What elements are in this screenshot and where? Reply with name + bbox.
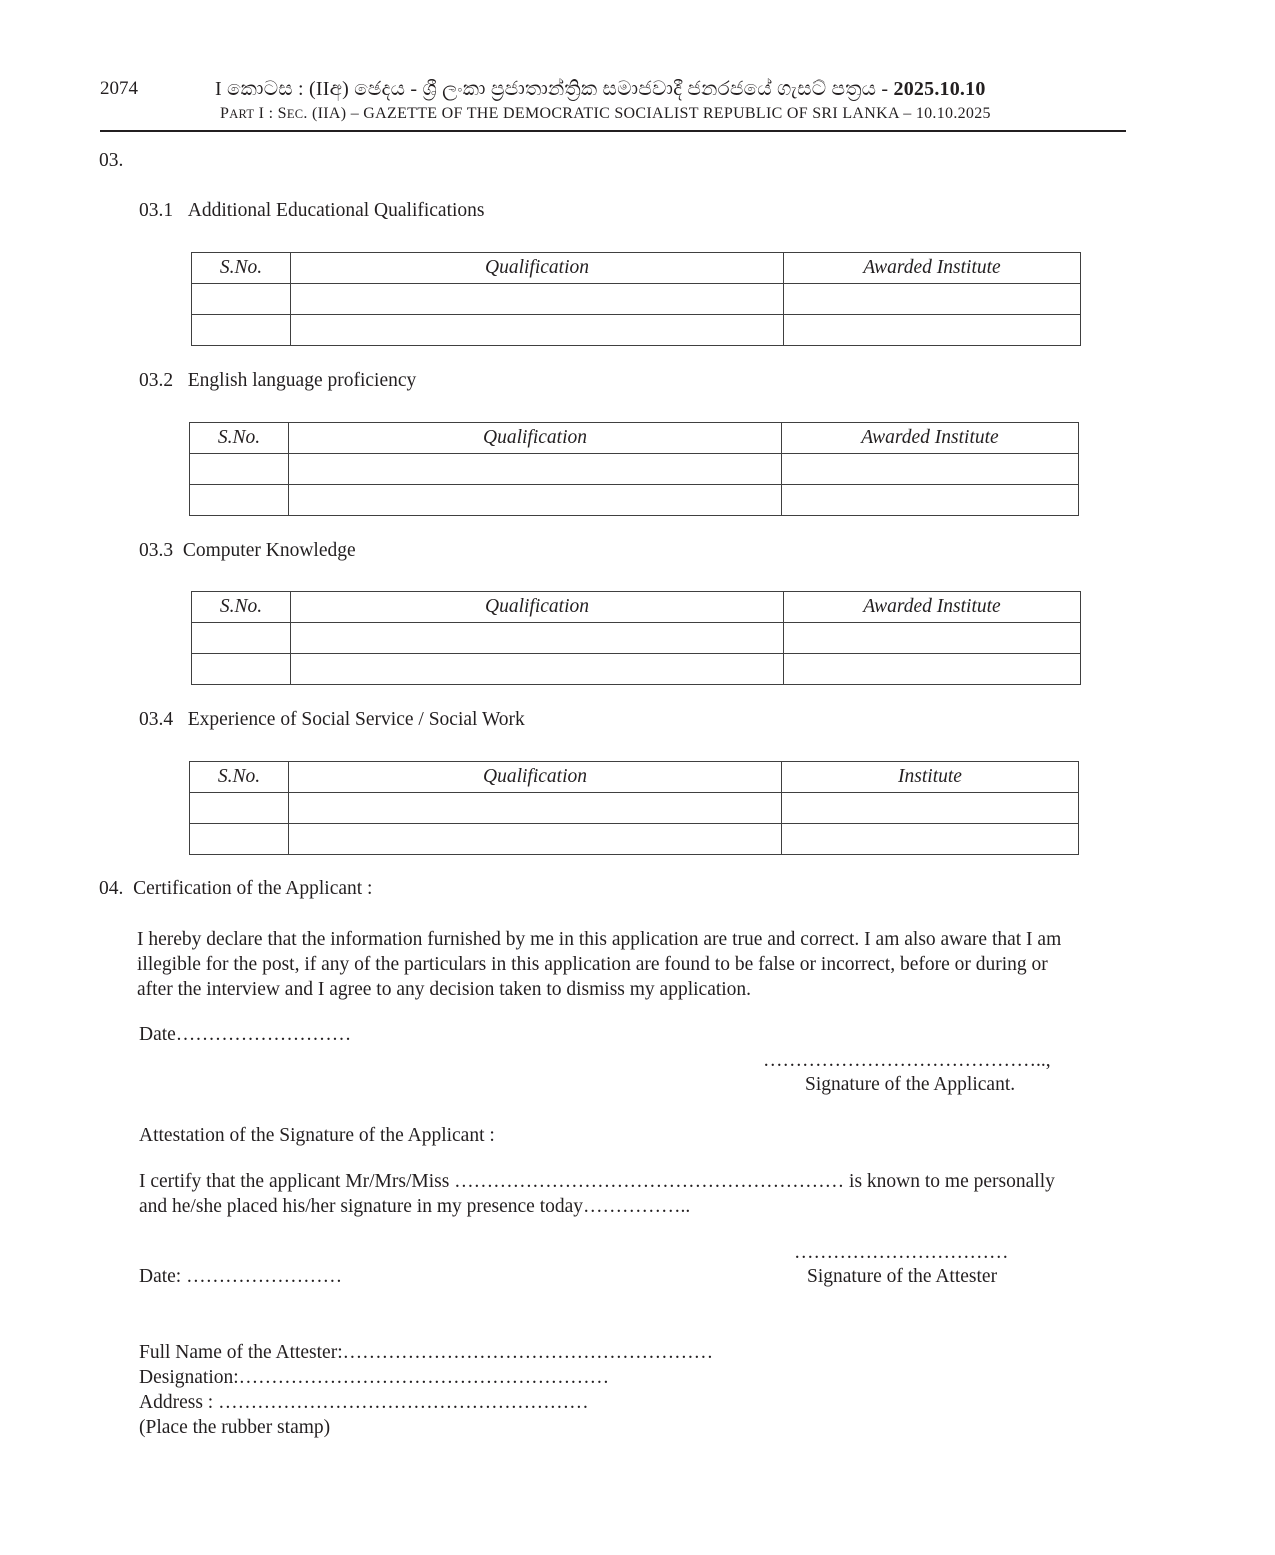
subsection-number: 03.1 [139, 200, 174, 221]
section-04-heading [99, 878, 372, 900]
cell-qualification[interactable] [289, 793, 782, 824]
part-label-initial: P [220, 105, 230, 122]
certify-line-2[interactable]: and he/she placed his/her signature in my presence today…………….. [139, 1196, 691, 1217]
sec-label-rest: EC [286, 107, 304, 121]
cell-sno[interactable] [192, 623, 291, 654]
attester-signature-line[interactable]: …………………………… [794, 1242, 1009, 1263]
declaration-line-2: illegible for the post, if any of the particulars in this application are found to be false or incorrect, before or during or [137, 954, 1048, 975]
gazette-title-english [220, 105, 991, 123]
column-header-qualification: Qualification [289, 423, 782, 454]
cell-institute[interactable] [784, 654, 1081, 685]
column-header-sno: S.No. [190, 762, 289, 793]
attestation-title: Attestation of the Signature of the Applicant : [139, 1125, 495, 1146]
subsection-03-4-heading [139, 709, 525, 731]
column-header-institute: Awarded Institute [784, 592, 1081, 623]
part-label-rest: ART [229, 107, 255, 121]
subsection-number: 03.4 [139, 709, 174, 730]
table-row [190, 793, 1079, 824]
rubber-stamp-note: (Place the rubber stamp) [139, 1417, 331, 1438]
cell-qualification[interactable] [289, 485, 782, 516]
table-row [190, 485, 1079, 516]
subsection-title: Computer Knowledge [182, 540, 356, 561]
english-proficiency-table [189, 422, 1079, 516]
section-number: 04. [99, 878, 124, 899]
table-row [190, 824, 1079, 855]
cell-sno[interactable] [190, 824, 289, 855]
subsection-title: Experience of Social Service / Social Work [187, 709, 525, 730]
subsection-03-2-heading [139, 370, 416, 392]
column-header-sno: S.No. [192, 592, 291, 623]
attester-signature-label: Signature of the Attester [807, 1266, 998, 1287]
cell-institute[interactable] [782, 824, 1079, 855]
applicant-date-field[interactable]: Date……………………… [139, 1024, 352, 1045]
attester-address-field[interactable]: Address : ………………………………………………… [139, 1392, 589, 1413]
additional-qualifications-table [191, 252, 1081, 346]
cell-sno[interactable] [190, 485, 289, 516]
cell-institute[interactable] [784, 623, 1081, 654]
table-row [190, 454, 1079, 485]
declaration-line-1: I hereby declare that the information furnished by me in this application are true and correct. I am also aware that I am [137, 929, 1062, 950]
table-row [192, 654, 1081, 685]
declaration-line-3: after the interview and I agree to any decision taken to dismiss my application. [137, 979, 752, 1000]
column-header-institute: Awarded Institute [784, 253, 1081, 284]
attester-date-field[interactable]: Date: …………………… [139, 1266, 343, 1287]
section-03-number: 03. [99, 150, 124, 171]
cell-institute[interactable] [782, 793, 1079, 824]
subsection-title: English language proficiency [187, 370, 417, 391]
column-header-institute: Institute [782, 762, 1079, 793]
table-header-row [190, 423, 1079, 454]
attester-designation-field[interactable]: Designation:………………………………………………… [139, 1367, 610, 1388]
applicant-signature-line[interactable]: …………………………………….., [763, 1050, 1051, 1071]
sinhala-title-date: 2025.10.10 [893, 78, 986, 100]
subsection-03-3-heading [139, 540, 356, 562]
cell-sno[interactable] [190, 454, 289, 485]
page-number: 2074 [100, 78, 138, 99]
cell-institute[interactable] [782, 485, 1079, 516]
part-number: I : [254, 105, 278, 122]
column-header-qualification: Qualification [289, 762, 782, 793]
table-header-row [192, 592, 1081, 623]
subsection-03-1-heading [139, 200, 485, 222]
cell-qualification[interactable] [289, 454, 782, 485]
column-header-sno: S.No. [190, 423, 289, 454]
subsection-number: 03.2 [139, 370, 174, 391]
cell-qualification[interactable] [289, 824, 782, 855]
section-title: Certification of the Applicant : [133, 878, 373, 899]
table-header-row [192, 253, 1081, 284]
header-divider [100, 130, 1126, 132]
subsection-number: 03.3 [139, 540, 174, 561]
subsection-title: Additional Educational Qualifications [187, 200, 485, 221]
table-row [192, 284, 1081, 315]
attester-full-name-field[interactable]: Full Name of the Attester:………………………………………………… [139, 1342, 714, 1363]
cell-qualification[interactable] [291, 623, 784, 654]
computer-knowledge-table [191, 591, 1081, 685]
sec-label-initial: S [277, 105, 287, 122]
applicant-signature-label: Signature of the Applicant. [805, 1074, 1016, 1095]
sinhala-title-text: I කොටස : (IIඅ) ඡෙදය - ශ්‍රී ලංකා ප්‍රජාතාන්ත්‍රික සමාජවාදී ජනරජයේ ගැසට් පත්‍රය - [215, 78, 889, 100]
table-header-row [190, 762, 1079, 793]
table-row [192, 315, 1081, 346]
cell-qualification[interactable] [291, 284, 784, 315]
table-row [192, 623, 1081, 654]
gazette-title-sinhala [215, 78, 986, 101]
column-header-qualification: Qualification [291, 253, 784, 284]
cell-institute[interactable] [784, 284, 1081, 315]
gazette-title-rest: . (IIA) – GAZETTE OF THE DEMOCRATIC SOCIALIST REPUBLIC OF SRI LANKA – 10.10.2025 [303, 105, 991, 122]
cell-sno[interactable] [190, 793, 289, 824]
column-header-qualification: Qualification [291, 592, 784, 623]
column-header-sno: S.No. [192, 253, 291, 284]
cell-institute[interactable] [782, 454, 1079, 485]
cell-sno[interactable] [192, 284, 291, 315]
cell-qualification[interactable] [291, 654, 784, 685]
cell-institute[interactable] [784, 315, 1081, 346]
cell-qualification[interactable] [291, 315, 784, 346]
certify-line-1[interactable]: I certify that the applicant Mr/Mrs/Miss …………………………………………………… is known to me personally [139, 1171, 1055, 1192]
cell-sno[interactable] [192, 315, 291, 346]
social-service-table [189, 761, 1079, 855]
cell-sno[interactable] [192, 654, 291, 685]
column-header-institute: Awarded Institute [782, 423, 1079, 454]
